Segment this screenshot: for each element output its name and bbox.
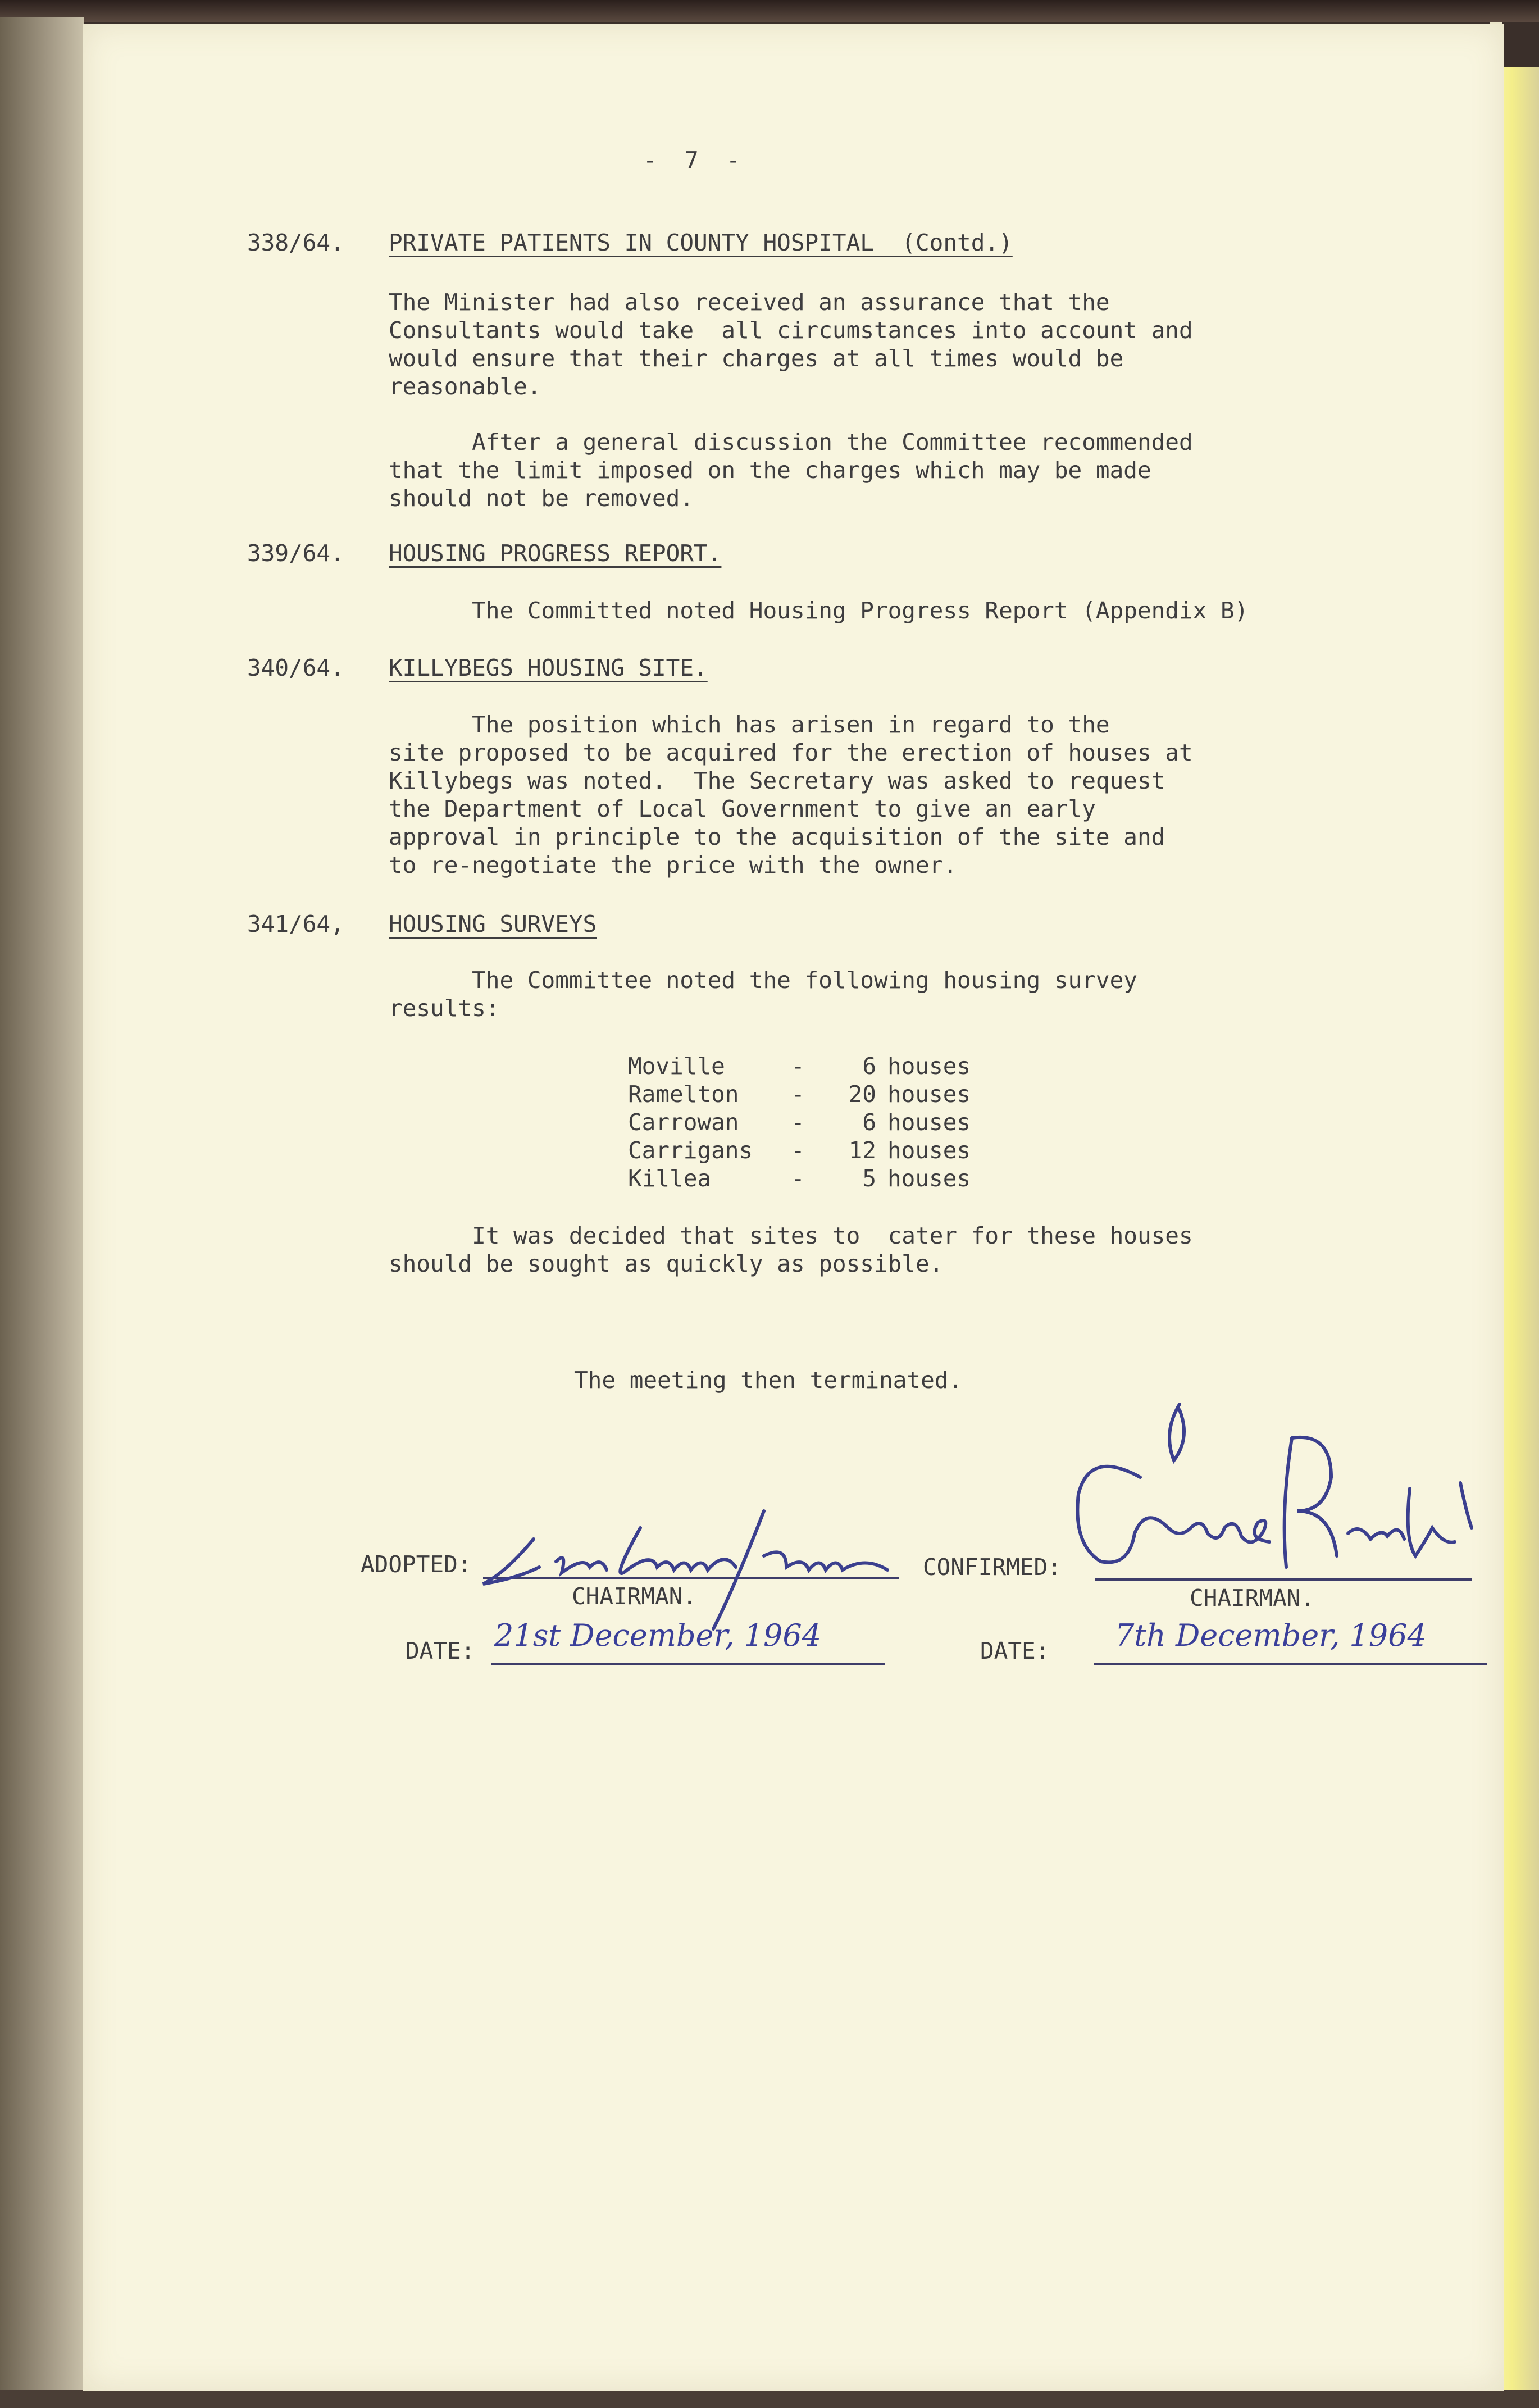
survey-row bbox=[628, 1052, 971, 1080]
survey-dash: - bbox=[791, 1053, 805, 1080]
survey-row bbox=[628, 1080, 971, 1108]
survey-unit: houses bbox=[887, 1081, 971, 1108]
date-line-left bbox=[491, 1663, 885, 1665]
item-title: PRIVATE PATIENTS IN COUNTY HOSPITAL (Contd.) bbox=[389, 229, 1013, 256]
survey-count: 6 bbox=[862, 1053, 876, 1080]
item-paragraph: The position which has arisen in regard to the site proposed to be acquired for the erection of houses at Killybegs was noted. The Secretary was asked to request the Department of Local Government to give an early approval in principle to the acquisition of the site and to re-negotiate the price with the owner. bbox=[389, 711, 1193, 878]
survey-town: Moville bbox=[628, 1053, 725, 1080]
item-number: 340/64. bbox=[247, 654, 344, 681]
item-paragraph: The Committed noted Housing Progress Report (Appendix B) bbox=[389, 597, 1249, 624]
adopted-label: ADOPTED: bbox=[361, 1551, 472, 1578]
item-paragraph: After a general discussion the Committee recommended that the limit imposed on the charges which may be made should not be removed. bbox=[389, 429, 1193, 512]
chairman-label-right: CHAIRMAN. bbox=[1190, 1585, 1315, 1612]
adopted-date-handwritten: 21st December, 1964 bbox=[494, 1618, 822, 1653]
page-number: - 7 - bbox=[643, 147, 740, 174]
survey-count: 20 bbox=[848, 1081, 876, 1108]
adopted-signature bbox=[472, 1489, 921, 1635]
survey-dash: - bbox=[791, 1137, 805, 1164]
survey-unit: houses bbox=[887, 1137, 971, 1164]
item-number: 338/64. bbox=[247, 229, 344, 256]
item-number: 341/64, bbox=[247, 911, 344, 937]
item-paragraph: The Committee noted the following housing survey results: bbox=[389, 967, 1137, 1022]
survey-unit: houses bbox=[887, 1109, 971, 1136]
survey-dash: - bbox=[791, 1165, 805, 1192]
item-paragraph: It was decided that sites to cater for these houses should be sought as quickly as possible. bbox=[389, 1222, 1193, 1277]
housing-survey-table bbox=[628, 1052, 971, 1192]
binder-top-edge bbox=[0, 0, 1539, 22]
item-title: HOUSING PROGRESS REPORT. bbox=[389, 540, 722, 567]
survey-town: Ramelton bbox=[628, 1081, 739, 1108]
survey-unit: houses bbox=[887, 1053, 971, 1080]
binder-bottom-edge bbox=[0, 2390, 1539, 2408]
survey-row bbox=[628, 1136, 971, 1164]
item-paragraph: The Minister had also received an assurance that the Consultants would take all circumstances into account and would ensure that their charges at all times would be reasonable. bbox=[389, 289, 1193, 400]
confirmed-signature bbox=[1067, 1399, 1494, 1584]
survey-dash: - bbox=[791, 1109, 805, 1136]
survey-count: 6 bbox=[862, 1109, 876, 1136]
item-title: HOUSING SURVEYS bbox=[389, 911, 597, 937]
page-gutter-shadow bbox=[0, 17, 84, 2398]
confirmed-label: CONFIRMED: bbox=[923, 1554, 1062, 1581]
date-line-right bbox=[1094, 1663, 1487, 1665]
item-title: KILLYBEGS HOUSING SITE. bbox=[389, 654, 708, 681]
survey-count: 5 bbox=[862, 1165, 876, 1192]
survey-town: Killea bbox=[628, 1165, 712, 1192]
date-label-left: DATE: bbox=[406, 1637, 475, 1664]
date-label-right: DATE: bbox=[980, 1637, 1050, 1664]
survey-town: Carrowan bbox=[628, 1109, 739, 1136]
item-number: 339/64. bbox=[247, 540, 344, 567]
closing-line: The meeting then terminated. bbox=[574, 1367, 963, 1394]
survey-row bbox=[628, 1108, 971, 1136]
survey-dash: - bbox=[791, 1081, 805, 1108]
survey-town: Carrigans bbox=[628, 1137, 753, 1164]
chairman-label-left: CHAIRMAN. bbox=[572, 1583, 697, 1610]
survey-count: 12 bbox=[848, 1137, 876, 1164]
survey-unit: houses bbox=[887, 1165, 971, 1192]
survey-row bbox=[628, 1164, 971, 1192]
confirmed-date-handwritten: 7th December, 1964 bbox=[1115, 1618, 1427, 1653]
